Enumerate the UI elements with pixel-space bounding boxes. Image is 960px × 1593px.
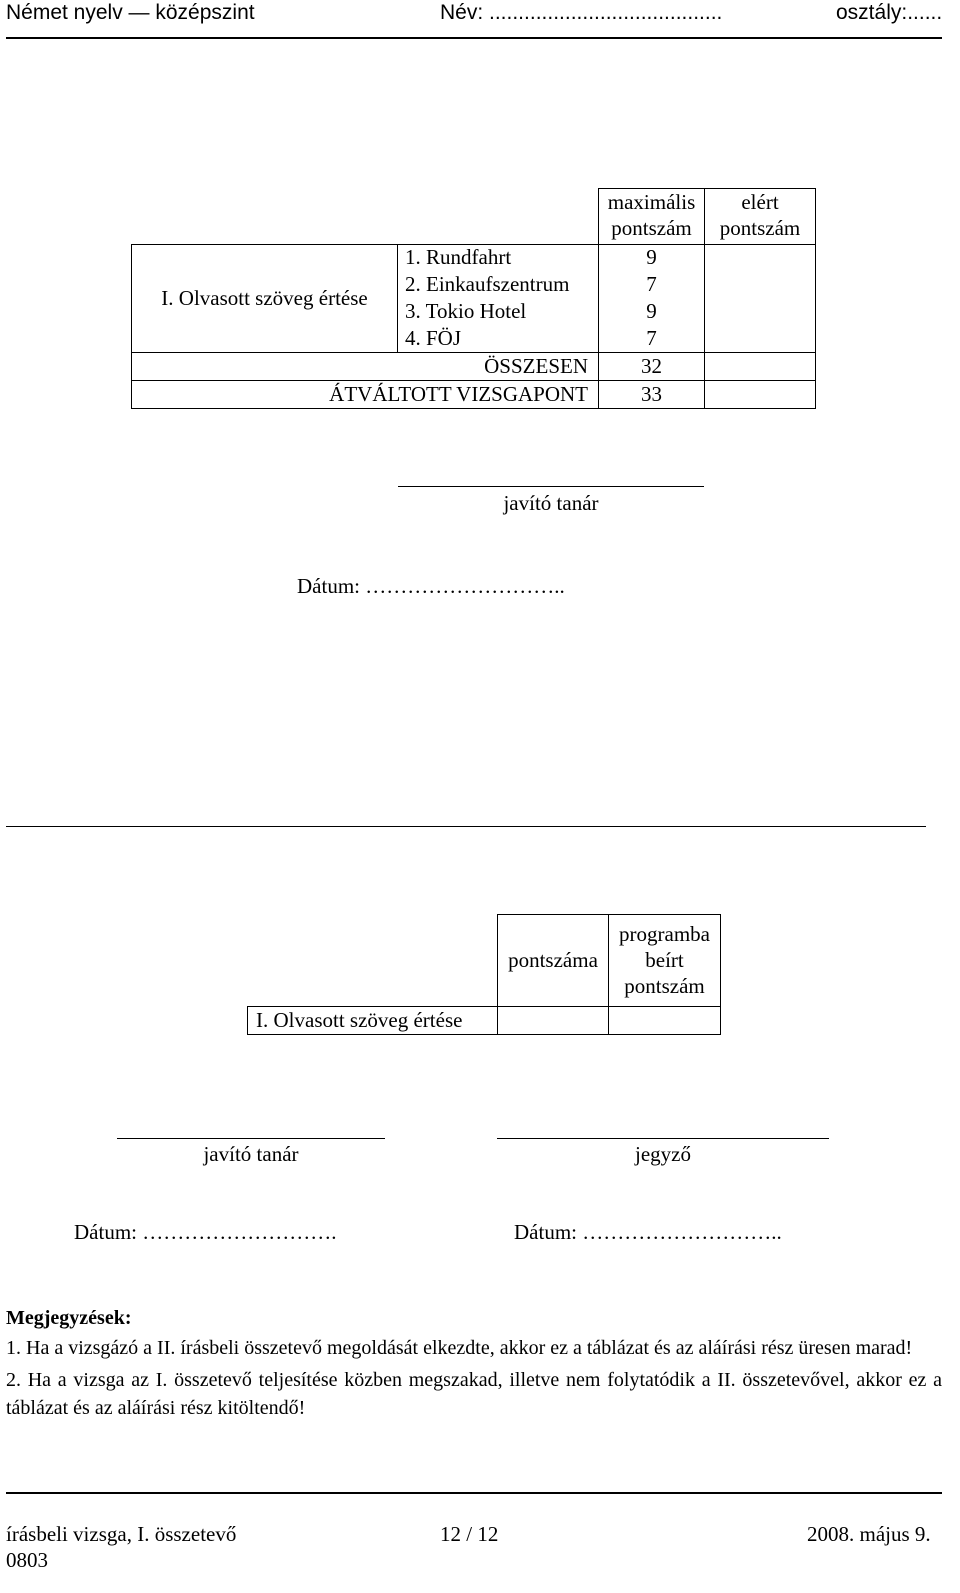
task-max: 7: [646, 326, 657, 350]
col-score: pontszáma: [508, 948, 598, 972]
task-label: 2. Einkaufszentrum: [405, 272, 570, 296]
teacher-label: javító tanár: [203, 1142, 299, 1166]
col-entered-line2: beírt: [645, 948, 684, 972]
header-class-field: osztály:......: [836, 1, 943, 24]
signature-line: [398, 486, 704, 487]
footer-page: 12 / 12: [440, 1522, 499, 1546]
task-max: 7: [646, 272, 657, 296]
task-max: 9: [646, 245, 657, 269]
footer-date: 2008. május 9.: [807, 1522, 931, 1546]
task-label: 1. Rundfahrt: [405, 245, 512, 269]
col-entered-line1: programba: [619, 922, 710, 946]
clerk-signature-line: [497, 1138, 829, 1139]
footer-code: 0803: [6, 1548, 48, 1572]
note-item: 2. Ha a vizsga az I. összetevő teljesítése közben megszakad, illetve nem folytatódik a II. összetevővel, akkor ez a táblázat és az aláírási rész kitöltendő!: [6, 1369, 942, 1419]
footer-left: írásbeli vizsga, I. összetevő: [6, 1522, 237, 1546]
row-label: I. Olvasott szöveg értése: [256, 1008, 463, 1032]
col-max-line2: pontszám: [611, 216, 692, 240]
clerk-date: Dátum: ………………………..: [514, 1220, 782, 1244]
col-max-line1: maximális: [607, 190, 696, 214]
col-entered-line3: pontszám: [624, 974, 705, 998]
total-label: ÖSSZESEN: [484, 354, 588, 378]
footer-rule: [6, 1492, 942, 1494]
converted-max: 33: [641, 382, 662, 406]
converted-label: ÁTVÁLTOTT VIZSGAPONT: [329, 382, 588, 406]
date-field: Dátum: ………………………..: [297, 574, 565, 598]
section-label: I. Olvasott szöveg értése: [161, 286, 368, 310]
header-subject: Német nyelv — középszint: [6, 1, 255, 24]
notes: [6, 1304, 942, 1426]
col-achieved-line2: pontszám: [719, 216, 801, 240]
teacher-date: Dátum: ……………………….: [74, 1220, 337, 1244]
header-rule: [6, 37, 942, 39]
section-divider: [6, 826, 926, 827]
col-achieved-line1: elért: [741, 190, 779, 214]
notes-title: Megjegyzések:: [6, 1307, 132, 1329]
note-item: 1. Ha a vizsgázó a II. írásbeli összetevő megoldását elkezdte, akkor ez a táblázat és az aláírási rész üresen marad!: [6, 1337, 913, 1359]
total-max: 32: [641, 354, 662, 378]
clerk-label: jegyző: [635, 1142, 691, 1166]
header-name-field: Név: ........................................: [440, 1, 723, 24]
task-label: 4. FÖJ: [405, 326, 462, 350]
task-max: 9: [646, 299, 657, 323]
signature-label: javító tanár: [503, 491, 599, 515]
task-label: 3. Tokio Hotel: [405, 299, 527, 323]
teacher-signature-line: [117, 1138, 385, 1139]
